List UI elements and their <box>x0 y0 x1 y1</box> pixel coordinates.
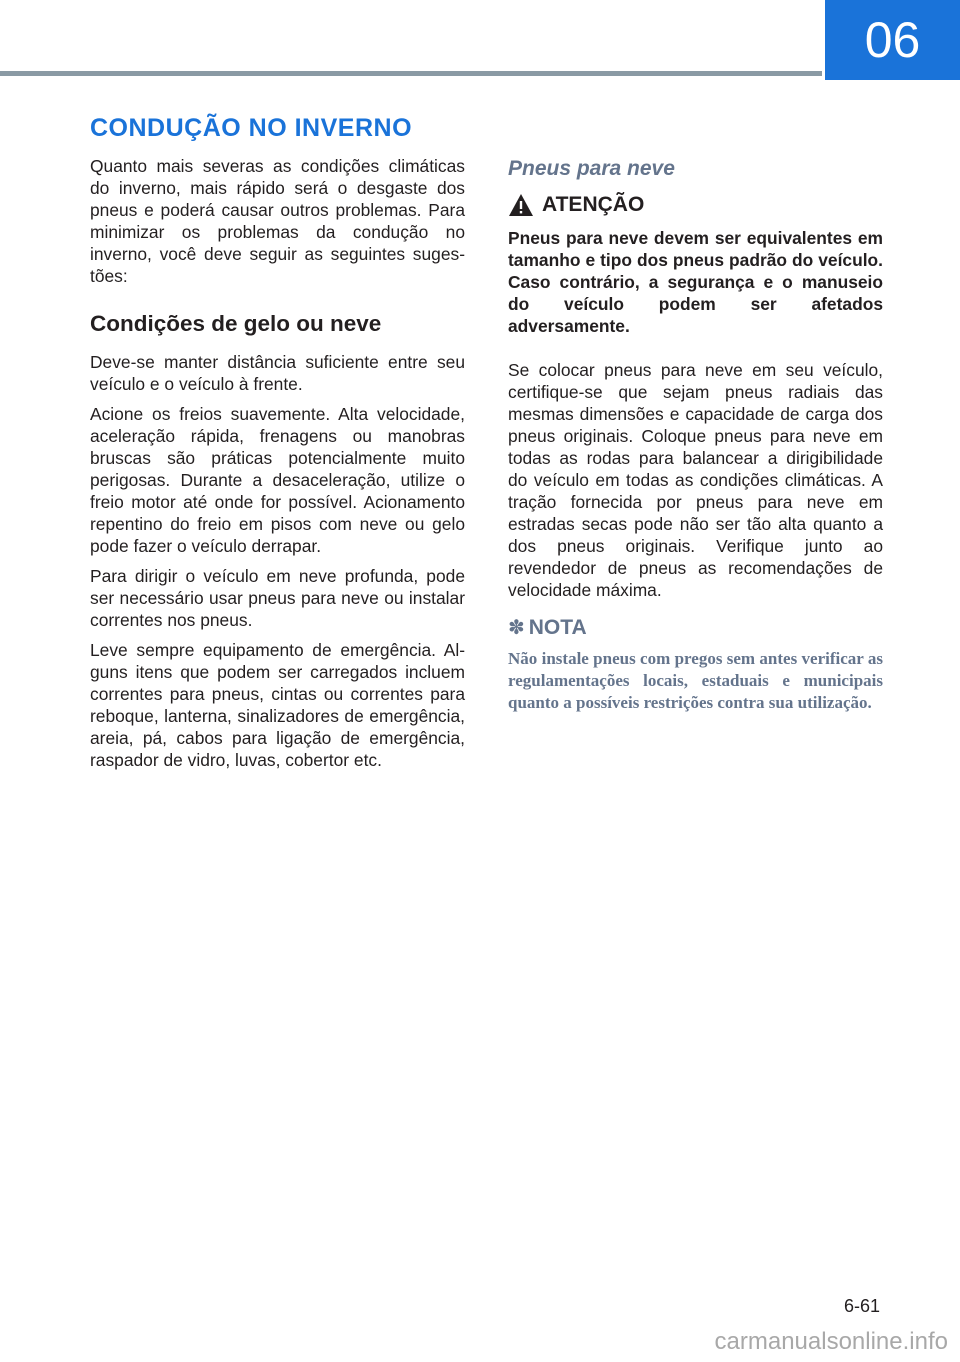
warning-header <box>508 193 883 217</box>
snow-tires-paragraph: Se colocar pneus para neve em seu veículo, certifique-se que sejam pneus radiais das mesmas dimensões e capacidade de carga dos pneus originais. Coloque pneus para neve em todas as rodas para balancear a dirigibilidade do veículo em todas as condições climáticas. A tração fornecida por pneus para neve em estradas secas pode não ser tão alta quanto a dos pneus originais. Verifique junto ao revendedor de pneus as recomendações de velocidade máxima. <box>508 360 883 600</box>
intro-paragraph: Quanto mais severas as condições climáticas do inverno, mais rápido será o desgaste dos pneus e poderá causar outros problemas. Para minimizar os problemas da condução no inverno, você deve seguir as seguintes sugestões: <box>90 156 465 286</box>
warning-text: Pneus para neve devem ser equivalentes em tamanho e tipo dos pneus padrão do veículo. Caso contrário, a segurança e o manuseio do veículo podem ser afetados adversamente. <box>508 228 883 336</box>
paragraph: Leve sempre equipamento de emergência. Alguns itens que podem ser carregados incluem correntes para pneus, cintas ou correntes para reboque, lanterna, sinalizadores de emergência, areia, pá, cabos para ligação de emergência, raspador de vidro, luvas, cobertor etc. <box>90 640 465 770</box>
left-column <box>90 155 465 779</box>
paragraph: Para dirigir o veículo em neve profunda, pode ser necessário usar pneus para neve ou instalar correntes nos pneus. <box>90 566 465 630</box>
paragraph: Acione os freios suavemente. Alta velocidade, aceleração rápida, frenagens ou manobras bruscas são práticas potencialmente muito perigosas. Durante a desaceleração, utilize o freio motor até onde for possível. Acionamento repentino do freio em pisos com neve ou gelo pode fazer o veículo derrapar. <box>90 404 465 556</box>
note-asterisk-icon: ✽ <box>508 617 525 639</box>
warning-triangle-icon <box>508 193 534 217</box>
paragraph: Deve-se manter distância suficiente entre seu veículo e o veículo à frente. <box>90 352 465 394</box>
right-column <box>508 155 883 714</box>
page-number: 6-61 <box>844 1296 881 1316</box>
subheading-ice-snow: Condições de gelo ou neve <box>90 311 382 336</box>
section-title: CONDUÇÃO NO INVERNO <box>90 114 413 142</box>
note-text: Não instale pneus com pregos sem antes verificar as regulamentações locais, estaduais e municipais quanto a possíveis restrições contra sua utilização. <box>508 649 883 712</box>
note-title: NOTA <box>528 615 587 639</box>
chapter-tab <box>825 0 960 80</box>
note-header <box>508 615 883 640</box>
header-rule <box>0 71 822 76</box>
warning-title: ATENÇÃO <box>542 193 645 216</box>
chapter-number: 06 <box>864 12 921 68</box>
subheading-snow-tires: Pneus para neve <box>508 157 675 180</box>
watermark: carmanualsonline.info <box>714 1328 948 1355</box>
